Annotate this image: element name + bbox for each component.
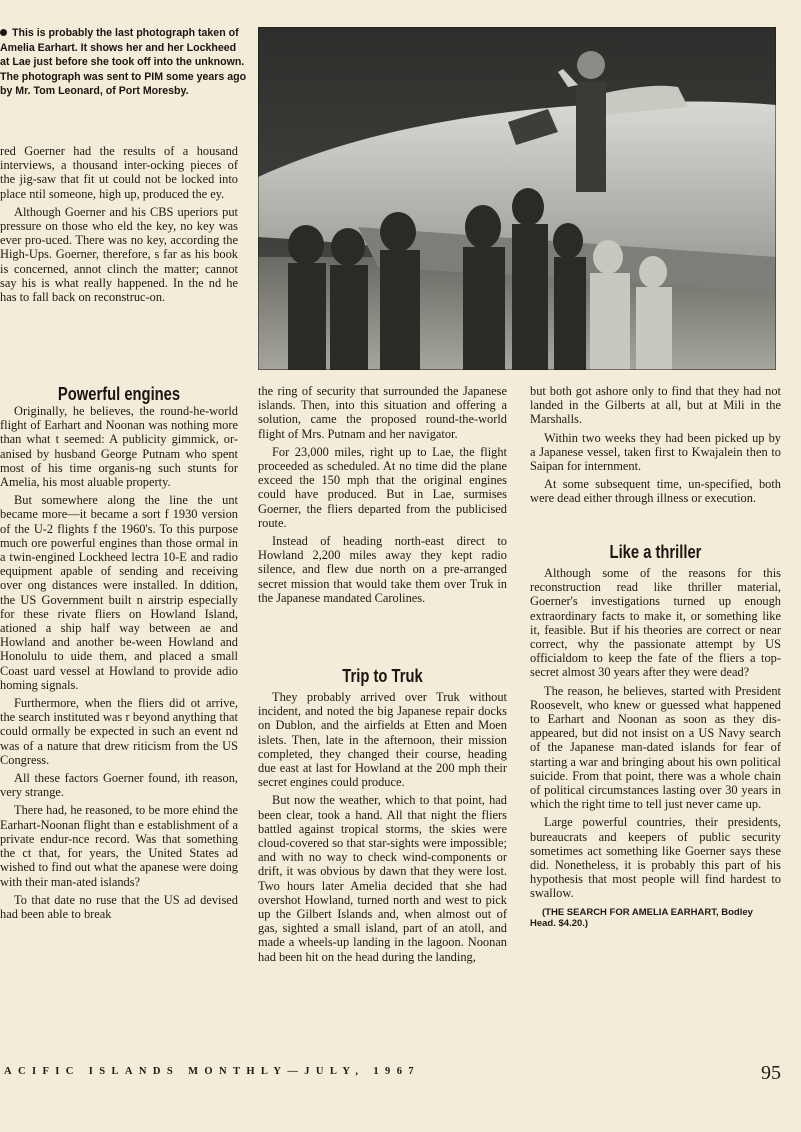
page-footer (0, 1064, 801, 1094)
column-1-body (0, 404, 238, 925)
photograph-illustration (258, 27, 776, 370)
heading-powerful-engines: Powerful engines (57, 384, 181, 404)
paragraph: To that date no ruse that the US ad devised had been able to break (0, 892, 238, 921)
column-3-body (530, 384, 781, 510)
column-2-body (258, 384, 507, 609)
heading-trip-to-truk: Trip to Truk (342, 666, 423, 686)
paragraph: Originally, he believes, the round-he-world flight of Earhart and Noonan was nothing more than what t seemed: A publicity gimmick, or-anised by husband George Putnam who spent most of his time organis-ng such stunts for Amelia, his most aluable property. (0, 404, 238, 490)
paragraph: For 23,000 miles, right up to Lae, the flight proceeded as scheduled. At no time did the plane exceed the 150 mph that the original engines could have produced. But in Lae, surmises Goerner, the fliers departed from the publicised route. (258, 444, 507, 530)
book-source-note: (THE SEARCH FOR AMELIA EARHART, Bodley Head. $4.20.) (530, 906, 753, 929)
column-1-intro (0, 144, 238, 308)
paragraph: but both got ashore only to find that they had not landed in the Gilberts at all, but at Mili in the Marshalls. (530, 384, 781, 427)
paragraph: Within two weeks they had been picked up by a Japanese vessel, taken first to Kwajalein then to Saipan for internment. (530, 430, 781, 474)
column-2-truk (258, 690, 507, 968)
caption-text: This is probably the last photograph taken of Amelia Earhart. It shows her and her Lockheed at Lae just before she took off into the unknown. The photograph was sent to PIM some years ago by Mr. Tom Leonard, of Port Moresby. (0, 27, 247, 97)
paragraph: the ring of security that surrounded the Japanese islands. Then, into this situation and offering a solution, came the proposed round-the-world flight of Mrs. Putnam and her navigator. (258, 384, 507, 441)
paragraph: All these factors Goerner found, ith reason, very strange. (0, 771, 238, 800)
photo-caption (0, 26, 248, 99)
heading-like-a-thriller: Like a thriller (609, 542, 702, 562)
paragraph: Although Goerner and his CBS uperiors put pressure on those who eld the key, no key was ever pro-uced. There was no key, according the High-Ups. Goerner, therefore, s far as his book is concerned, annot clinch the matter; cannot say his is what really happened. In the nd he has to fall back on reconstruc-on. (0, 204, 238, 305)
column-3-thriller (530, 566, 781, 929)
paragraph: Furthermore, when the fliers did ot arrive, the search instituted was r beyond anything that could ormally be expected in such an event nd was of a nature that drew riticism from the US Congress. (0, 696, 238, 767)
photograph-earhart-lockheed (258, 27, 776, 370)
paragraph: But now the weather, which to that point, had been clear, took a hand. All that night the fliers battled against tropical storms, the skies were cloud-covered so that star-sights were impossible; and with no way to check wind-components or drift, it was obvious by dawn that they were lost. Two hours later Amelia decided that she had overshot Howland, turned north and west to pick up the Gilbert Islands and, when almost out of gas, sighted a small island, part of an atoll, and made a wheels-up landing in the lagoon. Noonan had been hit on the head during the landing, (258, 793, 507, 964)
paragraph: But somewhere along the line the unt became more—it became a sort f 1930 version of the U-2 flights f the 1960's. To this purpose much ore powerful engines than those ormal in a twin-engined Lockheed lectra 10-E and radio equipment apable of sending and receiving over ong distances were installed. In ddition, the US Government built n airstrip especially for these rivate fliers on Howland Island, ationed a ship half way between ae and Howland and another be-ween Howland and Honolulu to uide them, and placed a small Coast uard vessel at Howland to provide adio homing signals. (0, 493, 238, 692)
paragraph: Large powerful countries, their presidents, bureaucrats and keepers of public security sometimes act something like Goerner says these did. Nonetheless, it is probably this part of his hypothesis that most people will find hardest to swallow. (530, 815, 781, 901)
page-number: 95 (761, 1062, 781, 1084)
paragraph: red Goerner had the results of a housand interviews, a thousand inter-ocking pieces of the jig-saw that fit ut could not be locked into place ntil someone, high up, produced the ey. (0, 144, 238, 201)
paragraph: They probably arrived over Truk without incident, and noted the big Japanese repair docks on Dublon, and the airfields at Etten and Moen islets. Then, late in the afternoon, their mission completed, they changed their course, heading due east at last for Howland at the 200 mph their secret engines could produce. (258, 690, 507, 790)
paragraph: There had, he reasoned, to be more ehind the Earhart-Noonan flight than e establishment of a private endur-nce record. Was that something the ct that, for years, the United States ad wished to find out what the apanese were doing with their man-ated islands? (0, 803, 238, 889)
paragraph: Instead of heading north-east direct to Howland 2,200 miles away they kept radio silence, and flew due north on a pre-arranged secret mission that would take them over Truk in the Japanese mandated Carolines. (258, 534, 507, 605)
paragraph: The reason, he believes, started with President Roosevelt, who knew or guessed what happened to Earhart and Noonan as soon as they dis-appeared, but did not insist on a US Navy search of the Japanese man-dated islands for fear of starting a war and bringing about his own political suicide. From that point, there was a whole chain of political circumstances lasting over 30 years in which the right time to tell just never came up. (530, 683, 781, 812)
paragraph: At some subsequent time, un-specified, both were dead either through illness or execution. (530, 477, 781, 506)
paragraph: Although some of the reasons for this reconstruction read like thriller material, Goerner's investigations turned up enough extraordinary facts to make it, or something like it, feasible. But if his theories are correct or near correct, why the passionate attempt by US officialdom to keep the fate of the fliers a top-secret almost 30 years after they were dead? (530, 566, 781, 680)
running-head: ACIFIC ISLANDS MONTHLY—JULY, 1967 (4, 1066, 420, 1077)
bullet-icon (0, 29, 7, 36)
